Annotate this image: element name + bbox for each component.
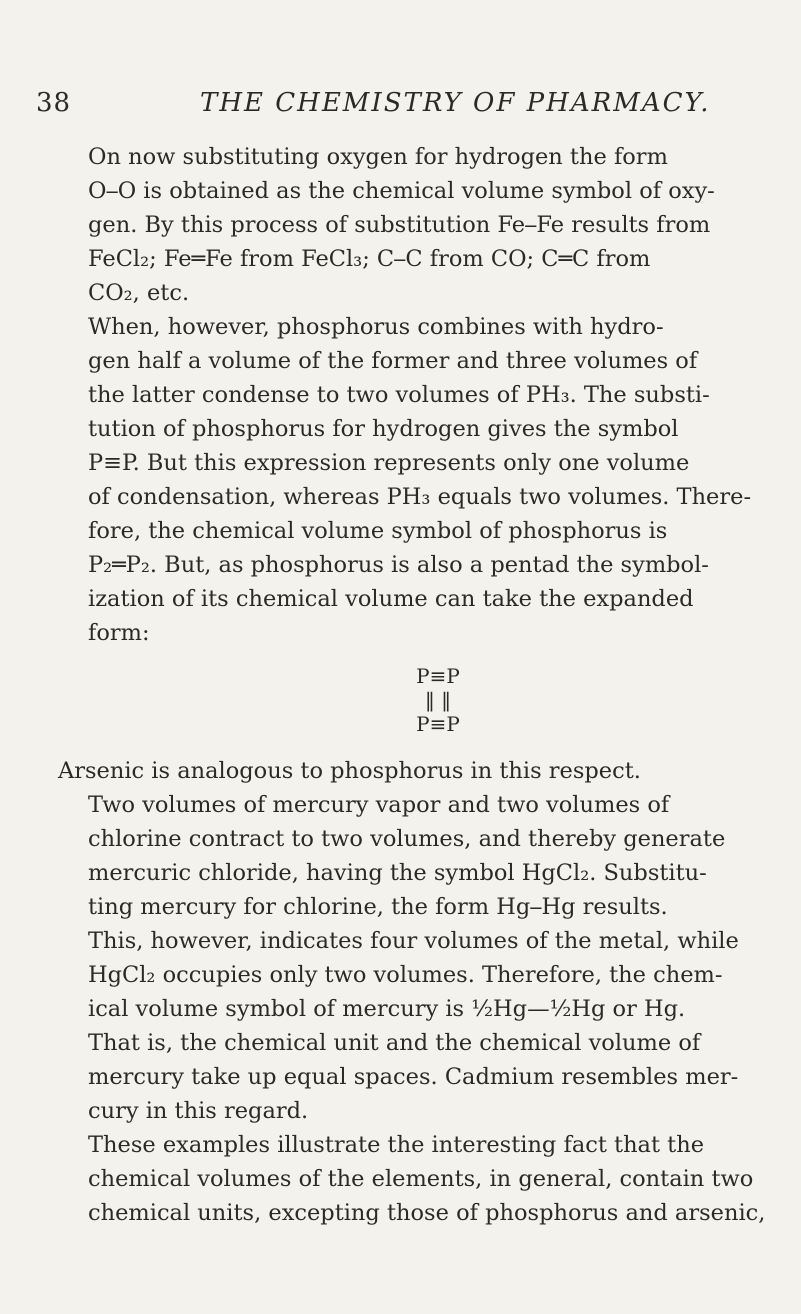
text-line: the latter condense to two volumes of PH₃. The substi- xyxy=(88,382,710,408)
text-line: HgCl₂ occupies only two volumes. Therefore, the chem- xyxy=(88,962,723,988)
text-line: ting mercury for chlorine, the form Hg⎯Hg results. xyxy=(88,894,668,920)
text-line: gen. By this process of substitution Fe⎯Fe results from xyxy=(88,212,711,238)
text-line: P₂═P₂. But, as phosphorus is also a pentad the symbol- xyxy=(88,552,709,578)
text-line: tution of phosphorus for hydrogen gives the symbol xyxy=(88,416,679,442)
paragraph-examples xyxy=(58,1128,778,1230)
text-line: P≡P. But this expression represents only one volume xyxy=(88,450,690,476)
formula-row: P≡P xyxy=(416,664,460,688)
phosphorus-structural-formula xyxy=(78,664,798,736)
paragraph-phosphorus xyxy=(58,310,778,650)
text-line: fore, the chemical volume symbol of phosphorus is xyxy=(88,518,668,544)
text-line: chemical units, excepting those of phosphorus and arsenic, xyxy=(88,1200,766,1226)
formula-bonds: ‖ ‖ xyxy=(424,688,452,712)
text-line: These examples illustrate the interesting fact that the xyxy=(88,1132,705,1158)
text-line: mercuric chloride, having the symbol HgCl₂. Substitu- xyxy=(88,860,707,886)
text-line: mercury take up equal spaces. Cadmium resembles mer- xyxy=(88,1064,739,1090)
text-line: Two volumes of mercury vapor and two volumes of xyxy=(88,792,670,818)
text-line: cury in this regard. xyxy=(88,1098,309,1124)
page-number: 38 xyxy=(36,88,72,118)
text-line: form: xyxy=(88,620,150,646)
running-title: THE CHEMISTRY OF PHARMACY. xyxy=(200,88,711,118)
formula-row: P≡P xyxy=(416,712,460,736)
text-line: of condensation, whereas PH₃ equals two volumes. There- xyxy=(88,484,752,510)
body-text xyxy=(58,140,778,1230)
text-line: O⎯O is obtained as the chemical volume symbol of oxy- xyxy=(88,178,715,204)
text-line: gen half a volume of the former and three volumes of xyxy=(88,348,698,374)
text-line: On now substituting oxygen for hydrogen the form xyxy=(88,144,668,170)
paragraph-mercury xyxy=(58,788,778,1128)
text-line: CO₂, etc. xyxy=(88,280,190,306)
text-line: Arsenic is analogous to phosphorus in this respect. xyxy=(58,758,641,784)
text-line: That is, the chemical unit and the chemical volume of xyxy=(88,1030,701,1056)
text-line: chlorine contract to two volumes, and thereby generate xyxy=(88,826,726,852)
text-line: FeCl₂; Fe═Fe from FeCl₃; C⎯C from CO; C═C from xyxy=(88,246,651,272)
text-line: This, however, indicates four volumes of the metal, while xyxy=(88,928,739,954)
text-line: ical volume symbol of mercury is ½Hg—½Hg or Hg. xyxy=(88,996,686,1022)
text-line: chemical volumes of the elements, in general, contain two xyxy=(88,1166,754,1192)
page-header xyxy=(0,88,801,128)
paragraph-oxygen-substitution xyxy=(58,140,778,310)
text-line: ization of its chemical volume can take the expanded xyxy=(88,586,694,612)
paragraph-arsenic xyxy=(58,754,778,788)
text-line: When, however, phosphorus combines with hydro- xyxy=(88,314,664,340)
